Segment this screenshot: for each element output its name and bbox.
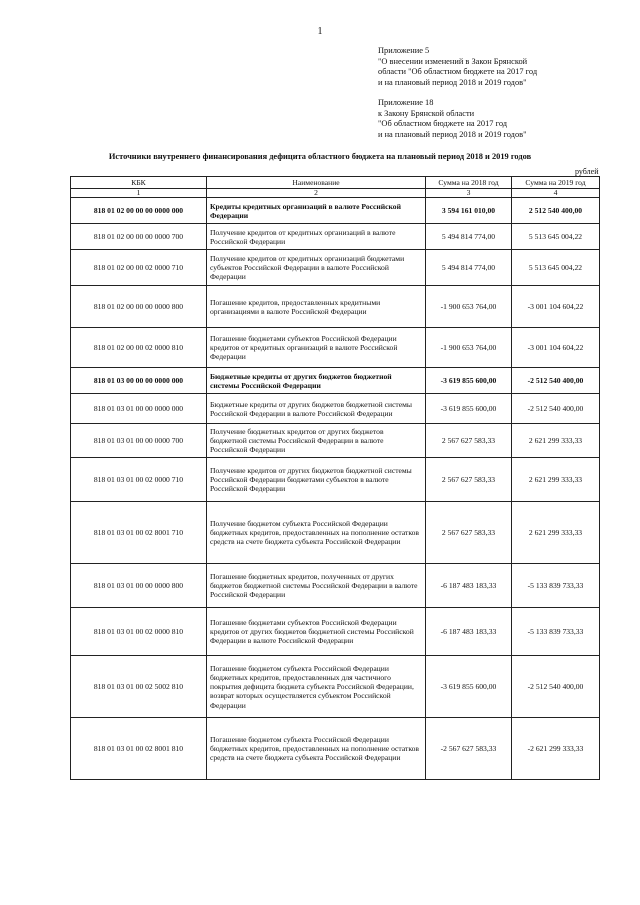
sum-2019-cell: 5 513 645 004,22	[512, 224, 600, 250]
budget-sources-table	[70, 176, 600, 780]
column-number-row	[71, 189, 600, 198]
kbk-cell: 818 01 02 00 00 02 0000 710	[71, 250, 207, 286]
kbk-cell: 818 01 03 01 00 02 8001 710	[71, 502, 207, 564]
unit-label: рублей	[575, 167, 599, 176]
appendix-18-line: "Об областном бюджете на 2017 год	[378, 119, 508, 128]
sum-2018-cell: 2 567 627 583,33	[426, 502, 512, 564]
appendix-5-line: "О внесении изменений в Закон Брянской	[378, 56, 528, 66]
table-row	[71, 250, 600, 286]
sum-2019-cell: -3 001 104 604,22	[512, 286, 600, 328]
column-number: 2	[207, 189, 426, 198]
sum-2018-cell: 5 494 814 774,00	[426, 250, 512, 286]
kbk-cell: 818 01 02 00 00 00 0000 700	[71, 224, 207, 250]
name-cell: Получение бюджетом субъекта Российской Федерации бюджетных кредитов, предоставленных на пополнение остатков средств на счете бюджета субъекта Российской Федерации	[207, 502, 426, 564]
sum-2019-cell: -2 512 540 400,00	[512, 394, 600, 424]
header-sum-2018: Сумма на 2018 год	[426, 177, 512, 189]
kbk-cell: 818 01 02 00 00 02 0000 810	[71, 328, 207, 368]
table-row	[71, 608, 600, 656]
kbk-cell: 818 01 03 01 00 00 0000 700	[71, 424, 207, 458]
kbk-cell: 818 01 02 00 00 00 0000 800	[71, 286, 207, 328]
name-cell: Погашение бюджетом субъекта Российской Федерации бюджетных кредитов, предоставленных для частичного покрытия дефицита бюджета субъекта Российской Федерации, возврат которых осуществляется субъектом Российской Федерации	[207, 656, 426, 718]
name-cell: Погашение бюджетами субъектов Российской Федерации кредитов от кредитных организаций в валюте Российской Федерации	[207, 328, 426, 368]
page-number: 1	[317, 26, 323, 37]
sum-2019-cell: 2 621 299 333,33	[512, 502, 600, 564]
name-cell: Бюджетные кредиты от других бюджетов бюджетной системы Российской Федерации	[207, 368, 426, 394]
table-row	[71, 502, 600, 564]
table-row	[71, 564, 600, 608]
sum-2019-cell: 2 621 299 333,33	[512, 458, 600, 502]
name-cell: Погашение бюджетных кредитов, полученных от других бюджетов бюджетной системы Российской Федерации в валюте Российской Федерации	[207, 564, 426, 608]
kbk-cell: 818 01 03 01 00 00 0000 800	[71, 564, 207, 608]
sum-2018-cell: -3 619 855 600,00	[426, 394, 512, 424]
table-row	[71, 458, 600, 502]
table-row	[71, 656, 600, 718]
name-cell: Бюджетные кредиты от других бюджетов бюджетной системы Российской Федерации в валюте Российской Федерации	[207, 394, 426, 424]
column-number: 3	[426, 189, 512, 198]
sum-2019-cell: -3 001 104 604,22	[512, 328, 600, 368]
table-row	[71, 424, 600, 458]
header-kbk: КБК	[71, 177, 207, 189]
sum-2018-cell: -3 619 855 600,00	[426, 368, 512, 394]
appendix-18-line: Приложение 18	[378, 98, 434, 107]
kbk-cell: 818 01 03 01 00 02 0000 710	[71, 458, 207, 502]
name-cell: Получение кредитов от кредитных организаций в валюте Российской Федерации	[207, 224, 426, 250]
sum-2018-cell: -6 187 483 183,33	[426, 608, 512, 656]
header-sum-2019: Сумма на 2019 год	[512, 177, 600, 189]
name-cell: Получение кредитов от других бюджетов бюджетной системы Российской Федерации бюджетами субъектов в валюте Российской Федерации	[207, 458, 426, 502]
appendix-18-block	[378, 98, 527, 140]
table-header-row	[71, 177, 600, 189]
sum-2018-cell: 2 567 627 583,33	[426, 424, 512, 458]
appendix-5-line: и на плановый период 2018 и 2019 годов"	[378, 77, 527, 87]
appendix-5-block	[378, 46, 537, 88]
appendix-5-line: области "Об областном бюджете на 2017 год	[378, 67, 538, 76]
sum-2019-cell: -2 621 299 333,33	[512, 718, 600, 780]
column-number: 4	[512, 189, 600, 198]
name-cell: Получение кредитов от кредитных организаций бюджетами субъектов Российской Федерации в валюте Российской Федерации	[207, 250, 426, 286]
kbk-cell: 818 01 03 01 00 02 0000 810	[71, 608, 207, 656]
name-cell: Погашение бюджетами субъектов Российской Федерации кредитов от других бюджетов бюджетной системы Российской Федерации в валюте Российской Федерации	[207, 608, 426, 656]
column-number: 1	[71, 189, 207, 198]
sum-2018-cell: -2 567 627 583,33	[426, 718, 512, 780]
sum-2018-cell: 2 567 627 583,33	[426, 458, 512, 502]
sum-2019-cell: 5 513 645 004,22	[512, 250, 600, 286]
appendix-5-line: Приложение 5	[378, 46, 430, 55]
kbk-cell: 818 01 03 01 00 00 0000 000	[71, 394, 207, 424]
sum-2019-cell: -5 133 839 733,33	[512, 608, 600, 656]
sum-2018-cell: 5 494 814 774,00	[426, 224, 512, 250]
kbk-cell: 818 01 03 01 00 02 5002 810	[71, 656, 207, 718]
table-row	[71, 286, 600, 328]
table-row	[71, 224, 600, 250]
document-title: Источники внутреннего финансирования дефицита областного бюджета на плановый период 2018 и 2019 годов	[108, 152, 532, 161]
header-name: Наименование	[207, 177, 426, 189]
sum-2019-cell: -2 512 540 400,00	[512, 368, 600, 394]
appendix-18-line: и на плановый период 2018 и 2019 годов"	[378, 129, 527, 139]
kbk-cell: 818 01 03 00 00 00 0000 000	[71, 368, 207, 394]
table-row	[71, 328, 600, 368]
sum-2018-cell: -1 900 653 764,00	[426, 286, 512, 328]
sum-2019-cell: -5 133 839 733,33	[512, 564, 600, 608]
kbk-cell: 818 01 03 01 00 02 8001 810	[71, 718, 207, 780]
name-cell: Погашение бюджетом субъекта Российской Федерации бюджетных кредитов, предоставленных на пополнение остатков средств на счете бюджета субъекта Российской Федерации	[207, 718, 426, 780]
sum-2018-cell: 3 594 161 010,00	[426, 198, 512, 224]
sum-2018-cell: -3 619 855 600,00	[426, 656, 512, 718]
table-row	[71, 368, 600, 394]
appendix-18-line: к Закону Брянской области	[378, 108, 475, 118]
table-body	[71, 198, 600, 780]
sum-2018-cell: -1 900 653 764,00	[426, 328, 512, 368]
table-row	[71, 198, 600, 224]
sum-2019-cell: 2 621 299 333,33	[512, 424, 600, 458]
sum-2018-cell: -6 187 483 183,33	[426, 564, 512, 608]
sum-2019-cell: -2 512 540 400,00	[512, 656, 600, 718]
name-cell: Погашение кредитов, предоставленных кредитными организациями в валюте Российской Федерации	[207, 286, 426, 328]
name-cell: Получение бюджетных кредитов от других бюджетов бюджетной системы Российской Федерации в валюте Российской Федерации	[207, 424, 426, 458]
table-row	[71, 718, 600, 780]
name-cell: Кредиты кредитных организаций в валюте Российской Федерации	[207, 198, 426, 224]
table-row	[71, 394, 600, 424]
kbk-cell: 818 01 02 00 00 00 0000 000	[71, 198, 207, 224]
sum-2019-cell: 2 512 540 400,00	[512, 198, 600, 224]
